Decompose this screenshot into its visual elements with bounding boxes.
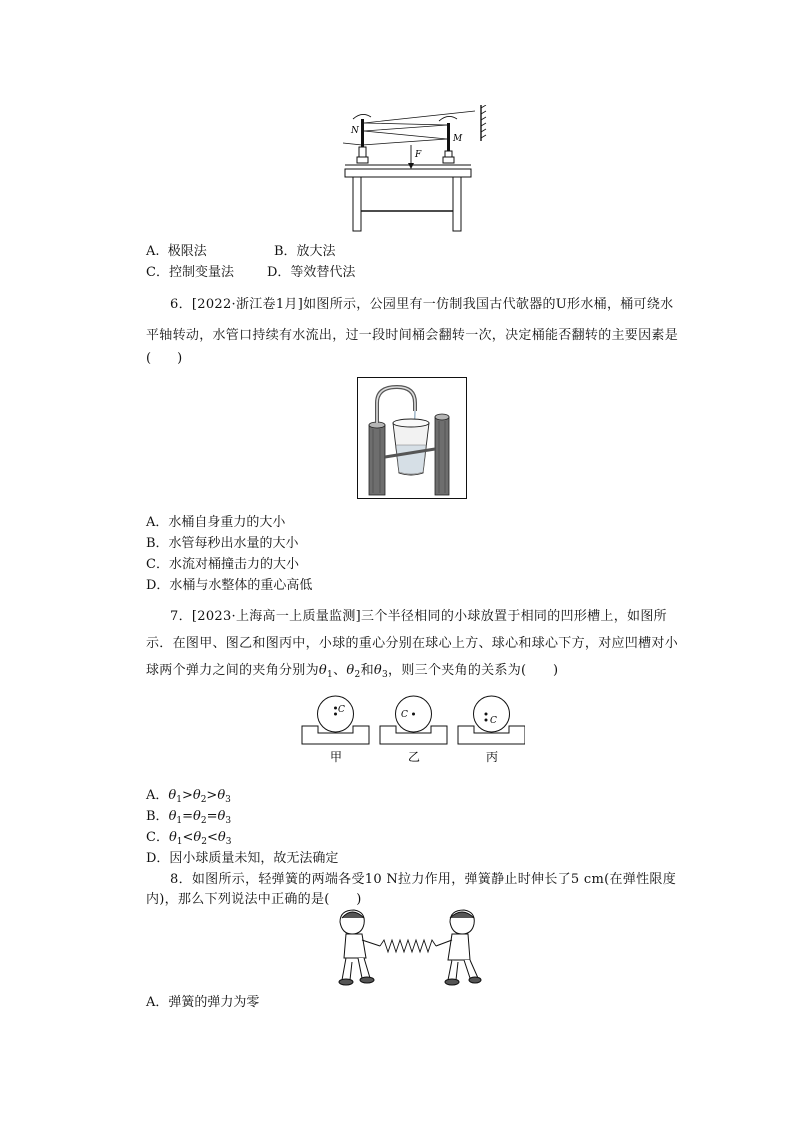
ball-bing	[458, 696, 525, 744]
ball-jia	[302, 696, 369, 744]
q6-stem-line1: 6．[2022·浙江卷1月]如图所示，公园里有一仿制我国古代欹器的U形水桶，桶可绕水	[170, 297, 674, 312]
q5-option-b: B．放大法	[274, 244, 336, 259]
q6-option-b: B．水管每秒出水量的大小	[146, 536, 299, 551]
label-bing: 丙	[486, 750, 499, 764]
q8-option-a: A．弹簧的弹力为零	[146, 995, 260, 1010]
bucket-figure	[357, 377, 467, 499]
svg-text:C: C	[338, 705, 345, 715]
force-f-label: F	[415, 150, 422, 160]
mirror-m-label: M	[453, 134, 463, 144]
q6-option-c: C．水流对桶撞击力的大小	[146, 557, 299, 572]
q8-stem-line1: 8．如图所示，轻弹簧的两端各受10 N拉力作用，弹簧静止时伸长了5 cm(在弹性限度	[170, 872, 677, 887]
svg-text:C: C	[401, 710, 408, 720]
label-jia: 甲	[330, 750, 343, 764]
q6-option-a: A．水桶自身重力的大小	[146, 515, 286, 530]
q7-option-a: A．$\theta_1>\theta_2>\theta_3$	[146, 788, 231, 805]
q5-option-d: D．等效替代法	[267, 265, 356, 280]
mirror-n-label: N	[351, 126, 359, 136]
q7-option-c: C．$\theta_1<\theta_2<\theta_3$	[146, 830, 232, 847]
spring-pull-figure	[332, 908, 482, 988]
q5-option-a: A. 极限法	[146, 244, 207, 259]
q7-option-b: B．$\theta_1=\theta_2=\theta_3$	[146, 809, 232, 826]
q8-stem-line2: 内)，那么下列说法中正确的是( )	[146, 892, 362, 907]
q6-stem-line2: 平轴转动，水管口持续有水流出，过一段时间桶会翻转一次，决定桶能否翻转的主要因素是	[146, 328, 679, 343]
q7-option-d: D．因小球质量未知，故无法确定	[146, 851, 339, 866]
q6-option-d: D．水桶与水整体的重心高低	[146, 578, 313, 593]
q7-stem-line1: 7．[2023·上海高一上质量监测]三个半径相同的小球放置于相同的凹形槽上，如图所	[170, 609, 667, 624]
ball-yi	[380, 696, 447, 744]
svg-text:C: C	[490, 716, 497, 726]
q7-stem-line3: 球两个弹力之间的夹角分别为$\theta_1$、$\theta_2$和$\theta_3$，则三个夹角的关系为( )	[146, 663, 559, 680]
q5-option-c: C．控制变量法	[146, 265, 234, 280]
balls-figure	[300, 695, 525, 765]
q6-answer-blank: ( )	[146, 351, 183, 366]
label-yi: 乙	[408, 750, 421, 764]
apparatus-figure	[335, 105, 495, 235]
q7-stem-line2: 示．在图甲、图乙和图丙中，小球的重心分别在球心上方、球心和球心下方，对应凹槽对小	[146, 636, 679, 651]
